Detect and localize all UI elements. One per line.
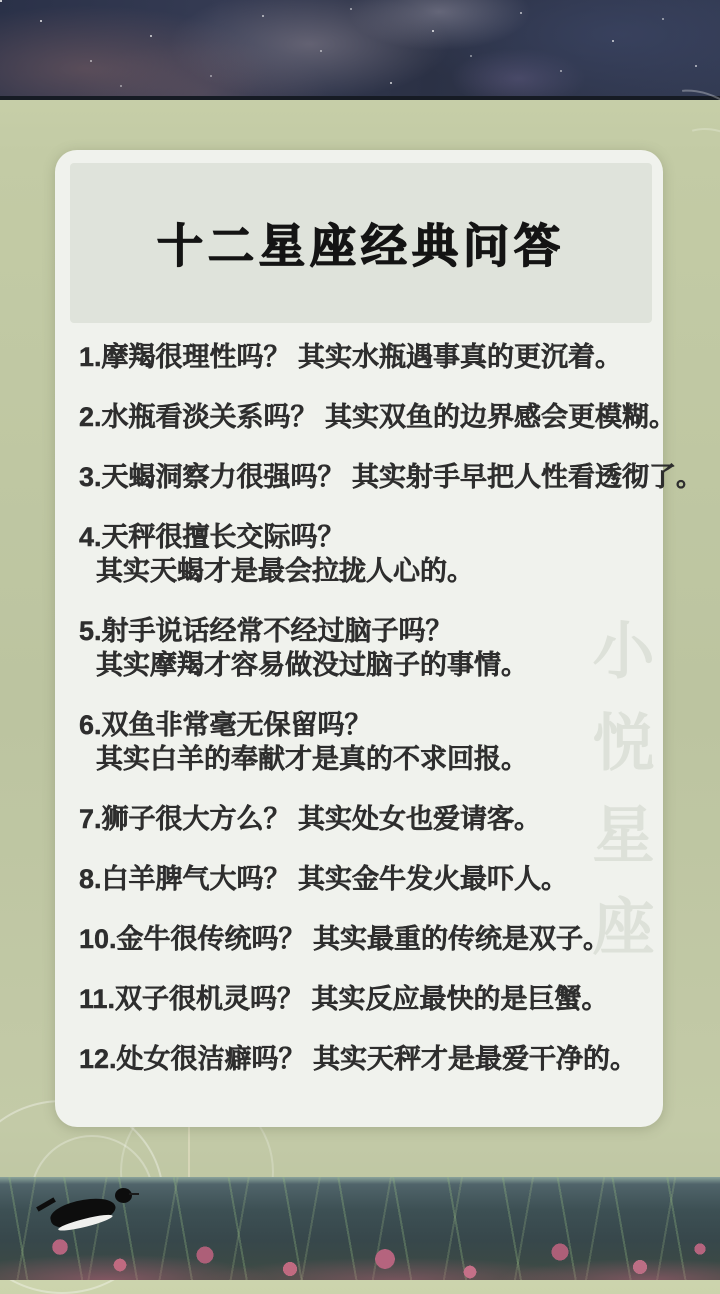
night-sky-banner	[0, 0, 720, 98]
qa-line: 7.狮子很大方么？ 其实处女也爱请客。	[79, 804, 542, 834]
qa-item	[79, 400, 677, 434]
title-panel	[70, 163, 652, 323]
qa-item	[79, 340, 649, 374]
qa-line: 5.射手说话经常不经过脑子吗？	[79, 616, 453, 646]
qa-item	[79, 922, 649, 956]
bird-body	[48, 1192, 118, 1233]
watermark: 小悦星座	[583, 618, 652, 986]
bird-head	[115, 1188, 132, 1203]
qa-item	[79, 614, 649, 682]
qa-line: 4.天秤很擅长交际吗？	[79, 522, 345, 552]
bird-tail	[36, 1197, 56, 1211]
qa-item	[79, 1042, 649, 1076]
stars	[0, 0, 2, 2]
qa-item	[79, 982, 649, 1016]
page-title: 十二星座经典问答	[157, 220, 565, 272]
bird-illustration	[44, 1188, 134, 1238]
qa-line: 其实天蝎才是最会拉拢人心的。	[96, 556, 474, 586]
qa-item	[79, 520, 649, 588]
qa-list	[79, 340, 704, 1102]
sky-divider-line	[0, 96, 720, 100]
bird-belly	[57, 1212, 113, 1233]
qa-item	[79, 460, 704, 494]
qa-item	[79, 862, 649, 896]
qa-item	[79, 708, 649, 776]
qa-line: 6.双鱼非常毫无保留吗？	[79, 710, 372, 740]
bird-beak	[129, 1193, 139, 1195]
content-card	[55, 150, 704, 1127]
meadow-banner	[0, 1177, 720, 1280]
qa-line: 3.天蝎洞察力很强吗？ 其实射手早把人性看透彻了。	[79, 462, 704, 492]
qa-line: 11.双子很机灵吗？ 其实反应最快的是巨蟹。	[79, 984, 609, 1014]
qa-line: 1.摩羯很理性吗？ 其实水瓶遇事真的更沉着。	[79, 342, 623, 372]
qa-line: 2.水瓶看淡关系吗？ 其实双鱼的边界感会更模糊。	[79, 402, 677, 432]
qa-line: 其实白羊的奉献才是真的不求回报。	[96, 744, 528, 774]
qa-line: 10.金牛很传统吗？ 其实最重的传统是双子。	[79, 924, 611, 954]
qa-item	[79, 802, 649, 836]
qa-line: 12.处女很洁癖吗？ 其实天秤才是最爱干净的。	[79, 1044, 638, 1074]
qa-line: 其实摩羯才容易做没过脑子的事情。	[96, 650, 528, 680]
qa-line: 8.白羊脾气大吗？ 其实金牛发火最吓人。	[79, 864, 569, 894]
